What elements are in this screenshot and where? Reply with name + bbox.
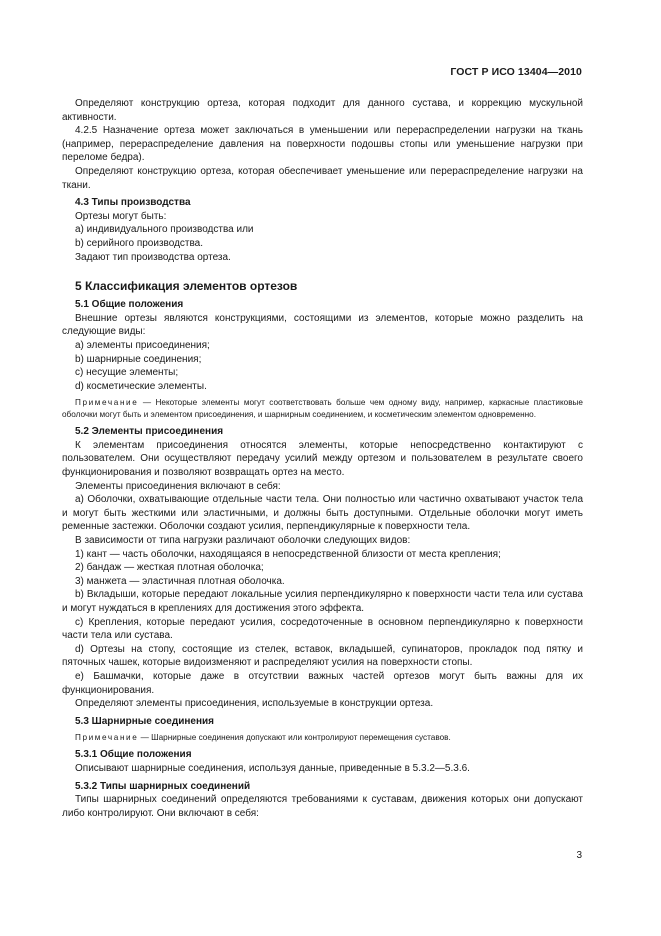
note (62, 732, 583, 744)
list-item: c) несущие элементы; (75, 367, 179, 379)
subsection-heading: 5.1 Общие положения (75, 299, 184, 311)
list-item: b) шарнирные соединения; (75, 353, 202, 365)
paragraph: К элементам присоединения относятся элементы, которые непосредственно контактируют с пользователем. Они осуществляют передачу усилий между ортезом и пользователем в результате своего функционирования и позволяют возвращать ортез на место. (62, 439, 583, 479)
paragraph: d) Ортезы на стопу, состоящие из стелек, вставок, вкладышей, супинаторов, прокладок под пятку и пяточных чашек, которые видоизменяют и распределяют усилия на поверхности стопы. (62, 643, 583, 669)
paragraph: Определяют конструкцию ортеза, которая подходит для данного сустава, и коррекцию мускульной активности. (62, 98, 583, 123)
note-text: — Шарнирные соединения допускают или контролируют перемещения суставов. (138, 733, 451, 743)
paragraph: Задают тип производства ортеза. (75, 251, 231, 263)
paragraph: Элементы присоединения включают в себя: (75, 480, 281, 492)
page-number: 3 (576, 850, 582, 861)
paragraph: Типы шарнирных соединений определяются требованиями к суставам, движения которых они допускают либо контролируют. Они включают в себя: (62, 794, 583, 819)
list-item: 3) манжета — эластичная плотная оболочка. (75, 575, 285, 587)
paragraph: c) Крепления, которые передают усилия, сосредоточенные в основном перпендикулярно к поверхности части тела или сустава. (62, 616, 583, 642)
paragraph: Описывают шарнирные соединения, используя данные, приведенные в 5.3.2—5.3.6. (75, 762, 470, 774)
note-text: — Некоторые элементы могут соответствовать больше чем одному виду, например, каркасные пластиковые оболочки могут быть и элементом присоединения, и шарнирным соединением, и косметическим элементом одновременно. (62, 398, 583, 420)
list-item: а) элементы присоединения; (75, 339, 210, 351)
subsection-heading: 5.3.1 Общие положения (75, 749, 192, 761)
note-lead: Примечание (75, 398, 139, 408)
note (62, 397, 583, 421)
paragraph: Определяют конструкцию ортеза, которая обеспечивает уменьшение или перераспределение нагрузки на ткани. (62, 165, 583, 191)
paragraph: Определяют элементы присоединения, используемые в конструкции ортеза. (75, 698, 434, 710)
subsection-heading: 5.2 Элементы присоединения (75, 426, 224, 438)
paragraph: В зависимости от типа нагрузки различают оболочки следующих видов: (75, 535, 411, 547)
document-body (62, 97, 583, 820)
standard-code-header: ГОСТ Р ИСО 13404—2010 (450, 66, 582, 78)
list-item: 1) кант — часть оболочки, находящаяся в непосредственной близости от места крепления; (75, 548, 501, 560)
list-item: b) серийного производства. (75, 237, 204, 249)
subsection-heading: 5.3 Шарнирные соединения (75, 715, 214, 727)
list-item: 2) бандаж — жесткая плотная оболочка; (75, 562, 264, 574)
note-lead: Примечание (75, 733, 139, 743)
subsection-heading: 4.3 Типы производства (75, 197, 191, 209)
paragraph: b) Вкладыши, которые передают локальные усилия перпендикулярно к поверхности части тела или сустава и могут нуждаться в креплениях для достижения этого эффекта. (62, 589, 583, 614)
paragraph: а) Оболочки, охватывающие отдельные части тела. Они полностью или частично охватывают участок тела и могут быть жесткими или эластичными, и должны быть доступными. Отдельные оболочки могут иметь ременные застежки. Оболочки создают усилия, перпендикулярные к поверхности тела. (62, 494, 583, 533)
section-heading: 5 Классификация элементов ортезов (75, 279, 298, 294)
paragraph: Внешние ортезы являются конструкциями, состоящими из элементов, которые можно разделить на следующие виды: (62, 312, 583, 338)
list-item: d) косметические элементы. (75, 380, 207, 392)
list-item: а) индивидуального производства или (75, 224, 254, 236)
subsection-heading: 5.3.2 Типы шарнирных соединений (75, 780, 251, 792)
paragraph: 4.2.5 Назначение ортеза может заключаться в уменьшении или перераспределении нагрузки на ткань (например, перераспределение давления на поверхности подошвы стопы или уменьшение нагрузки при переломе бедра). (62, 125, 583, 164)
paragraph: e) Башмачки, которые даже в отсутствии важных частей ортезов могут быть важны для их функционирования. (62, 670, 583, 696)
paragraph: Ортезы могут быть: (75, 210, 167, 222)
